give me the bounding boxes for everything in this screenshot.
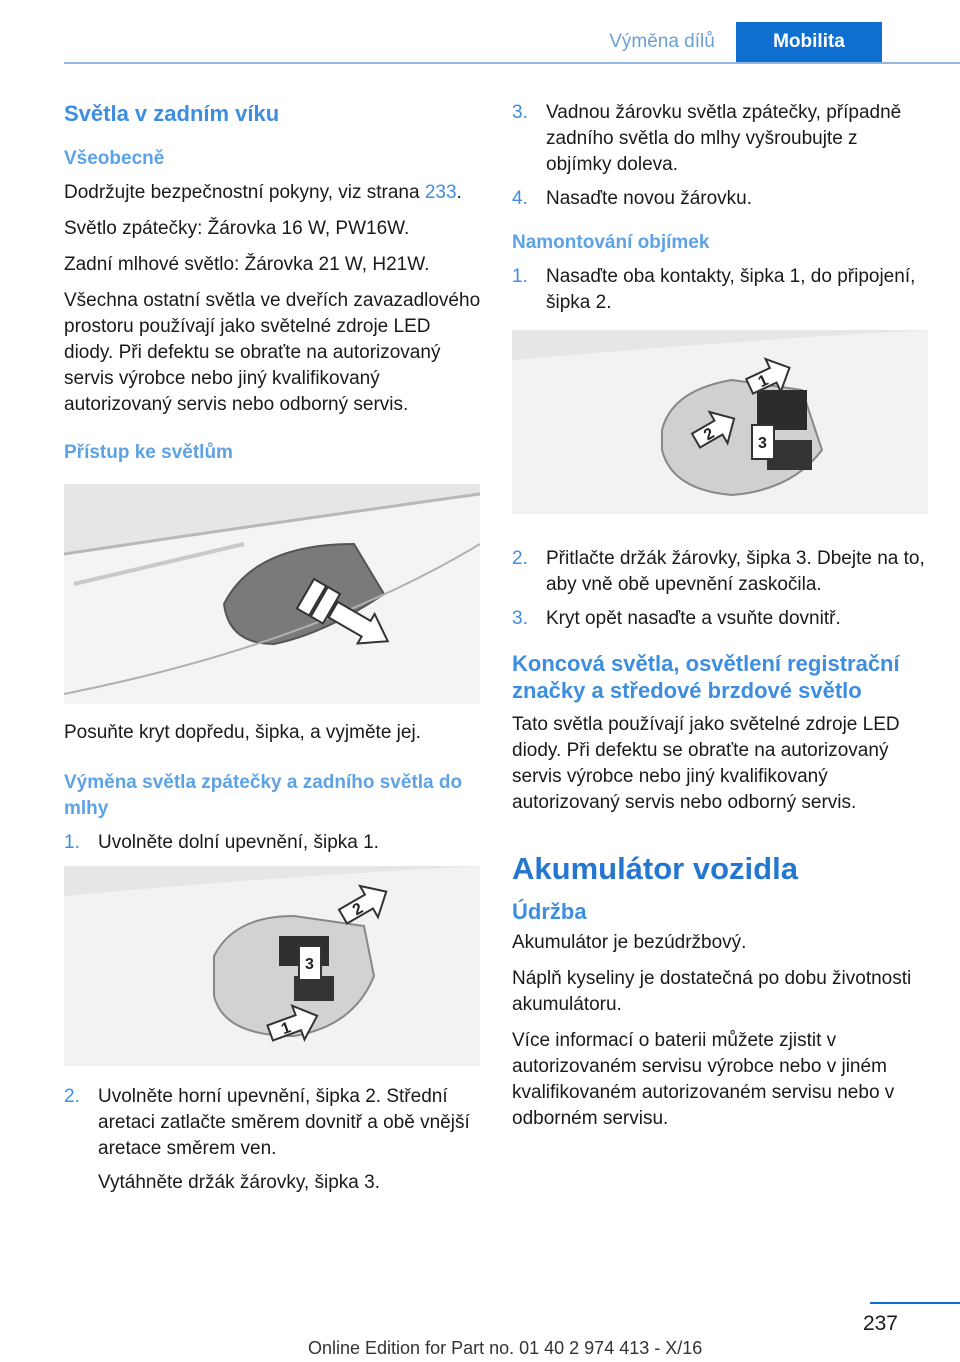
steps-mount-contacts xyxy=(512,264,928,316)
fog-light-spec: Zadní mlhové světlo: Žárovka 21 W, H21W. xyxy=(64,254,430,275)
steps-release-upper xyxy=(64,1084,482,1162)
figure-mount-sockets xyxy=(512,330,928,514)
footer-edition: Online Edition for Part no. 01 40 2 974 413 - X/16 xyxy=(308,1338,703,1358)
bulb-holder-illustration xyxy=(64,866,480,1066)
heading-tail-lights: Koncová světla, osvětlení registrační značky a středové brzdové světlo xyxy=(512,651,900,703)
page-number: 237 xyxy=(862,1312,898,1335)
heading-maintenance: Údržba xyxy=(512,899,587,924)
page-link[interactable]: 233 xyxy=(424,182,457,203)
safety-note: Dodržujte bezpečnostní pokyny, viz strana 233. xyxy=(64,182,462,203)
heading-general: Všeobecně xyxy=(64,148,165,169)
led-note: Všechna ostatní světla ve dveřích zavazadlového prostoru používají jako světelné zdroje LED diody. Při defektu se obraťte na autorizovaný servis výrobce nebo jiný kvalifikovaný autorizovaný servis nebo odborný servis. xyxy=(64,290,481,415)
heading-access: Přístup ke světlům xyxy=(64,442,233,463)
maint-text-1: Akumulátor je bezúdržbový. xyxy=(512,932,747,953)
list-item: 4. Nasaďte novou žárovku. xyxy=(512,188,753,209)
svg-text:3: 3 xyxy=(758,435,767,452)
tail-lights-text: Tato světla používají jako světelné zdroje LED diody. Při defektu se obraťte na autorizovaný servis výrobce nebo jiný kvalifikovaný autorizovaný servis nebo odborný servis. xyxy=(512,714,900,813)
header-rule xyxy=(64,62,960,64)
list-item: 2. Uvolněte horní upevnění, šipka 2. Střední aretaci zatlačte směrem dovnitř a obě vnější aretace směrem ven. xyxy=(64,1086,470,1159)
steps-press-holder xyxy=(512,546,928,632)
svg-text:3: 3 xyxy=(305,956,314,973)
cover-illustration xyxy=(64,484,480,704)
arrow-3-icon xyxy=(752,425,774,459)
section-title-battery: Akumulátor vozidla xyxy=(512,851,798,886)
svg-text:1: 1 xyxy=(279,1019,294,1039)
svg-text:2: 2 xyxy=(701,425,718,445)
figure-release-mounts xyxy=(64,866,480,1066)
heading-replace-bulbs: Výměna světla zpátečky a zadního světla do mlhy xyxy=(64,772,463,819)
list-item: 3. Vadnou žárovku světla zpátečky, případně zadního světla do mlhy vyšroubujte z objímky doleva. xyxy=(512,102,902,175)
reverse-light-spec: Světlo zpátečky: Žárovka 16 W, PW16W. xyxy=(64,218,410,239)
list-item: 1. Uvolněte dolní upevnění, šipka 1. xyxy=(64,832,379,853)
list-item: 3. Kryt opět nasaďte a vsuňte dovnitř. xyxy=(512,608,841,629)
socket-illustration xyxy=(512,330,928,514)
steps-release-lower xyxy=(64,830,482,856)
header-section-tab[interactable]: Výměna dílů xyxy=(609,31,715,52)
left-column xyxy=(64,100,482,1206)
maint-text-3: Více informací o baterii můžete zjistit v autorizovaném servisu výrobce nebo v jiném kvalifikovaném autorizovaném servisu nebo v odborném servisu. xyxy=(512,1030,895,1129)
maint-text-2: Náplň kyseliny je dostatečná po dobu životnosti akumulátoru. xyxy=(512,968,912,1015)
svg-text:2: 2 xyxy=(349,900,367,920)
header-chapter-tab[interactable]: Mobilita xyxy=(736,22,882,62)
list-item: 2. Přitlačte držák žárovky, šipka 3. Dbejte na to, aby vně obě upevnění zaskočila. xyxy=(512,548,925,595)
steps-replace-bulb xyxy=(512,100,928,212)
figure-cover-removal xyxy=(64,484,480,704)
step-sub-pull-holder: Vytáhněte držák žárovky, šipka 3. xyxy=(98,1172,380,1193)
right-column xyxy=(512,100,928,1142)
arrow-3-icon xyxy=(299,946,321,980)
section-title-rear-lid-lights: Světla v zadním víku xyxy=(64,101,280,126)
heading-mount-sockets: Namontování objímek xyxy=(512,232,710,253)
svg-text:1: 1 xyxy=(755,371,771,392)
list-item: 1. Nasaďte oba kontakty, šipka 1, do připojení, šipka 2. xyxy=(512,266,916,313)
cover-caption: Posuňte kryt dopředu, šipka, a vyjměte jej. xyxy=(64,722,421,743)
footer-rule xyxy=(870,1302,960,1304)
